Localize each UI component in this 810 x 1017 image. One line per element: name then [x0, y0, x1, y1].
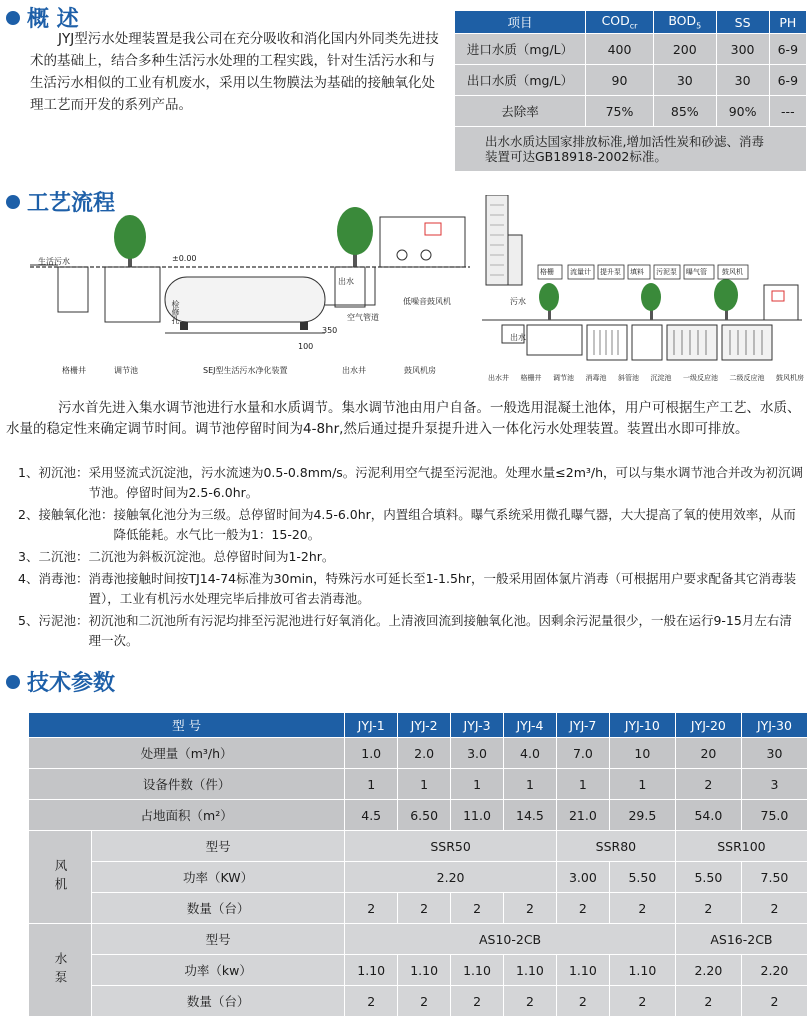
label-outflow: 出水: [338, 277, 354, 286]
tree-icon: [641, 283, 661, 320]
label-b1: 格栅井: [62, 366, 86, 375]
table-row: 设备件数（件） 1 1 1 1 1 1 2 3: [29, 769, 808, 800]
specs-title: 技术参数: [6, 666, 115, 697]
label-b5: 鼓风机房: [404, 366, 436, 375]
list-item: 2、接触氧化池： 接触氧化池分为三级。总停留时间为4.5-6.0hr，内置组合填料。曝气系统采用微孔曝气器，大大提高了氧的使用效率，从而降低能耗。水气比一般为1：15-20。: [18, 507, 796, 542]
quality-header-row: 项目 $COD_{cr}$ $BOD_5$ SS PH: [455, 11, 807, 34]
list-item: 5、污泥池： 初沉池和二沉池所有污泥均排至污泥池进行好氧消化。上清液回流到接触氧化池。因剩余污泥量很少，一般在运行9-15月左右清理一次。: [18, 613, 792, 648]
process-intro: 污水首先进入集水调节池进行水量和水质调节。集水调节池由用户自备。一般选用混凝土池体，用户可根据生产工艺、水质、水量的稳定性来确定调节时间。调节池停留时间为4-8hr,然后通过提升泵提升进入一体化污水处理装置。装置出水即可排放。: [6, 400, 801, 437]
label-b2: 调节池: [114, 366, 138, 375]
quality-table: [454, 10, 807, 172]
label-vertical: 检修孔: [171, 300, 180, 324]
label-ground: ±0.00: [172, 254, 197, 263]
right-process-diagram: [482, 195, 802, 385]
list-item: 3、二沉池： 二沉池为斜板沉淀池。总停留时间为1-2hr。: [18, 549, 335, 564]
label-top: 流量计: [570, 268, 591, 276]
label-b4: 出水井: [342, 366, 366, 375]
table-row: 占地面积（m²） 4.5 6.50 11.0 14.5 21.0 29.5 54.0 75.0: [29, 800, 808, 831]
right-bottom-labels: 出水井 格栅井 调节池 消毒池 斜管池 沉淀池 一级反应池 二级反应池 鼓风机房: [488, 374, 804, 382]
tree-icon: [539, 283, 559, 320]
table-row: 进口水质（mg/L） 400 200 300 6-9: [455, 34, 807, 65]
header-cod: $COD_{cr}$: [586, 11, 654, 34]
label-top: 污泥泵: [656, 268, 677, 276]
label-350: 350: [322, 326, 338, 335]
label-top: 格栅: [540, 268, 554, 276]
bullet-icon: [6, 11, 20, 25]
label-top: 填料: [630, 268, 644, 276]
label-top: 曝气管: [686, 268, 707, 276]
label-right-outflow: 出水: [510, 333, 526, 342]
pump-group-label: 水泵: [29, 924, 92, 1017]
process-items: [14, 463, 804, 651]
overview-title: 概 述: [6, 2, 79, 33]
fan-group-label: 风机: [29, 831, 92, 924]
table-row: 出口水质（mg/L） 90 30 30 6-9: [455, 65, 807, 96]
tree-icon: [337, 207, 373, 267]
table-row: 数量（台） 2 2 2 2 2 2 2 2: [29, 986, 808, 1017]
label-top: 提升泵: [600, 268, 621, 276]
label-blower: 低噪音鼓风机: [403, 297, 451, 306]
label-100: 100: [298, 342, 314, 351]
label-b3: SEJ型生活污水净化装置: [203, 366, 288, 375]
table-row: 去除率 75% 85% 90% ---: [455, 96, 807, 127]
overview-text: JYJ型污水处理装置是我公司在充分吸收和消化国内外同类先进技术的基础上，结合多种生活污水处理的工程实践，针对生活污水和与生活污水相似的工业有机废水，采用以生物膜法为基础的接触氧化处理工艺而开发的系列产品。: [30, 31, 439, 113]
table-row: 风机 型号 SSR50 SSR80 SSR100: [29, 831, 808, 862]
table-row: 数量（台） 2 2 2 2 2 2 2 2: [29, 893, 808, 924]
spec-header-row: 型 号 JYJ-1 JYJ-2 JYJ-3 JYJ-4 JYJ-7 JYJ-10 JYJ-20 JYJ-30: [29, 713, 808, 738]
label-top: 鼓风机: [722, 268, 743, 276]
spec-table: [28, 712, 808, 1017]
table-row: 处理量（m³/h） 1.0 2.0 3.0 4.0 7.0 10 20 30: [29, 738, 808, 769]
quality-note: 出水水质达国家排放标准,增加活性炭和砂滤、消毒装置可达GB18918-2002标准。: [455, 127, 807, 172]
label-right-inflow: 污水: [510, 297, 526, 306]
bullet-icon: [6, 195, 20, 209]
table-row: 功率（KW） 2.20 3.00 5.50 5.50 7.50: [29, 862, 808, 893]
header-bod: $BOD_5$: [654, 11, 717, 34]
list-item: 1、初沉池： 采用竖流式沉淀池，污水流速为0.5-0.8mm/s。污泥利用空气提至污泥池。处理水量≤2m³/h，可以与集水调节池合并改为初沉调节池。停留时间为2.5-6.0hr。: [18, 465, 804, 500]
table-row: 功率（kw） 1.10 1.10 1.10 1.10 1.10 1.10 2.20 2.20: [29, 955, 808, 986]
table-row: 水泵 型号 AS10-2CB AS16-2CB: [29, 924, 808, 955]
process-title: 工艺流程: [6, 186, 115, 217]
label-air: 空气管道: [347, 313, 379, 322]
label-inflow: 生活污水: [38, 257, 70, 266]
tree-icon: [714, 279, 738, 320]
bullet-icon: [6, 675, 20, 689]
list-item: 4、消毒池： 消毒池接触时间按TJ14-74标准为30min，特殊污水可延长至1-1.5hr，一般采用固体氯片消毒（可根据用户要求配备其它消毒装置），工业有机污水处理完毕后排放可省去消毒池。: [18, 571, 796, 606]
tree-icon: [114, 215, 146, 267]
